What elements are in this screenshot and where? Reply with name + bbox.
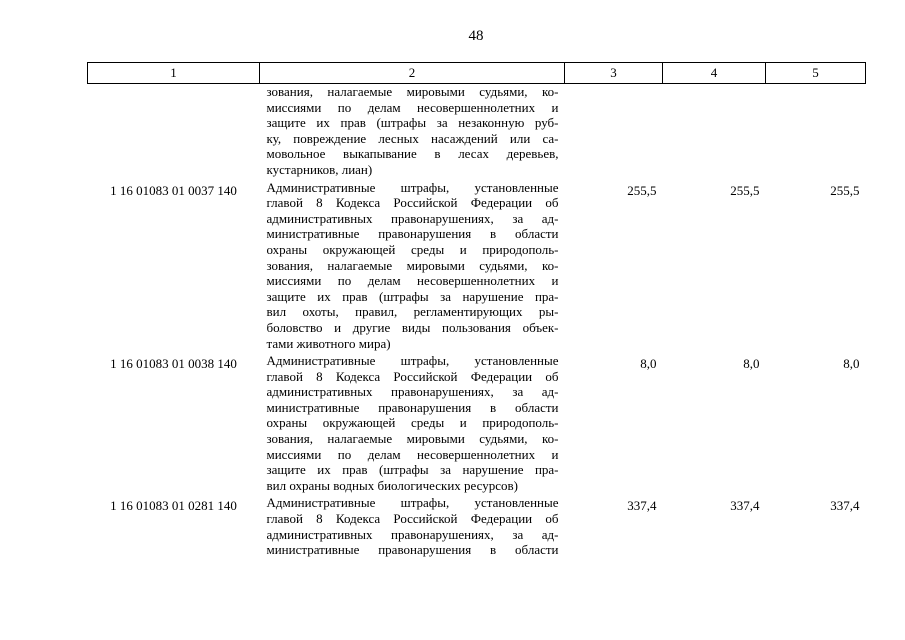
table-row	[88, 84, 866, 180]
value-cell-col3	[565, 84, 663, 180]
table-header-row	[88, 63, 866, 84]
budget-code-cell	[88, 84, 260, 180]
description-line: административных правонарушениях, за ад-	[266, 384, 559, 400]
description-cell	[260, 495, 565, 559]
description-line: министративные правонарушения в области	[266, 542, 559, 558]
description-cell	[260, 180, 565, 354]
description-cell	[260, 84, 565, 180]
budget-code-cell: 1 16 01083 01 0038 140	[110, 356, 237, 372]
column-header: 1	[88, 63, 260, 84]
column-header: 2	[260, 63, 565, 84]
description-line: зования, налагаемые мировыми судьями, ко-	[266, 431, 559, 447]
budget-code-cell: 1 16 01083 01 0037 140	[110, 182, 237, 198]
description-line: Административные штрафы, установленные	[266, 353, 559, 369]
description-line: главой 8 Кодекса Российской Федерации об	[266, 511, 559, 527]
budget-code-cell: 1 16 01083 01 0281 140	[110, 498, 237, 514]
description-line: административных правонарушениях, за ад-	[266, 210, 559, 226]
description-line: миссиями по делам несовершеннолетних и	[266, 273, 559, 289]
description-line: тами животного мира)	[266, 335, 391, 351]
description-line: миссиями по делам несовершеннолетних и	[266, 446, 559, 462]
value-cell-col4: 8,0	[743, 356, 760, 372]
description-line: защите их прав (штрафы за нарушение пра-	[266, 288, 559, 304]
value-cell-col5: 337,4	[830, 498, 860, 514]
value-cell-col4	[663, 84, 766, 180]
description-line: министративные правонарушения в области	[266, 399, 559, 415]
table-row	[88, 180, 866, 354]
page-number: 48	[468, 28, 484, 44]
description-line: главой 8 Кодекса Российской Федерации об	[266, 195, 559, 211]
description-line: административных правонарушениях, за ад-	[266, 526, 559, 542]
description-line: кустарников, лиан)	[266, 161, 373, 177]
description-line: вил охоты, правил, регламентирующих ры-	[266, 304, 559, 320]
description-line: ку, повреждение лесных насаждений или са-	[266, 130, 559, 146]
value-cell-col3: 337,4	[627, 498, 657, 514]
value-cell-col5: 255,5	[830, 182, 860, 198]
description-line: боловство и другие виды пользования объек-	[266, 319, 559, 335]
value-cell-col5: 8,0	[843, 356, 860, 372]
description-line: охраны окружающей среды и природополь-	[266, 241, 559, 257]
budget-table	[87, 62, 866, 560]
description-line: зования, налагаемые мировыми судьями, ко-	[266, 257, 559, 273]
table-row	[88, 495, 866, 559]
table-row	[88, 353, 866, 495]
value-cell-col4: 337,4	[730, 498, 760, 514]
description-cell	[260, 353, 565, 495]
description-line: защите их прав (штрафы за незаконную руб-	[266, 115, 559, 131]
description-line: зования, налагаемые мировыми судьями, ко-	[266, 84, 559, 99]
value-cell-col5	[766, 84, 866, 180]
description-line: министративные правонарушения в области	[266, 226, 559, 242]
column-header: 5	[766, 63, 866, 84]
description-line: Административные штрафы, установленные	[266, 495, 559, 511]
column-header: 3	[565, 63, 663, 84]
description-line: защите их прав (штрафы за нарушение пра-	[266, 462, 559, 478]
description-line: вил охраны водных биологических ресурсов)	[266, 477, 518, 493]
description-line: миссиями по делам несовершеннолетних и	[266, 99, 559, 115]
description-line: главой 8 Кодекса Российской Федерации об	[266, 368, 559, 384]
column-header: 4	[663, 63, 766, 84]
description-line: мовольное выкапывание в лесах деревьев,	[266, 146, 559, 162]
value-cell-col3: 255,5	[627, 182, 657, 198]
value-cell-col3: 8,0	[640, 356, 657, 372]
description-line: Административные штрафы, установленные	[266, 179, 559, 195]
value-cell-col4: 255,5	[730, 182, 760, 198]
description-line: охраны окружающей среды и природополь-	[266, 415, 559, 431]
